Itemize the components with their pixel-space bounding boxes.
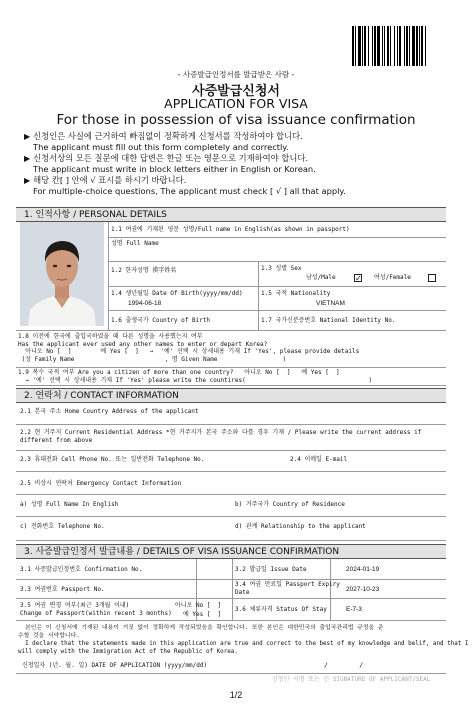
form-title-korean: 사증발급신청서 <box>192 84 280 99</box>
full-name-field[interactable] <box>160 248 440 258</box>
chinese-name-label: 1.2 한자성명 漢字姓名 <box>111 267 177 274</box>
passport-no-label: 3.3 여권번호 Passport No. <box>20 586 105 593</box>
emergency-phone-label: c) 전화번호 Telephone No. <box>20 523 105 530</box>
form-subtitle: - 사증발급인정서를 발급받은 사람 - <box>177 70 295 79</box>
birth-country-label: 1.6 출생국가 Country of Birth <box>111 317 211 324</box>
barcode <box>352 26 444 66</box>
bullet-triangle-icon: ▶ <box>24 132 31 141</box>
email-label: 2.4 이메일 E-mail <box>290 456 348 463</box>
note-1-en: The applicant must fill out this form completely and correctly. <box>33 142 289 152</box>
nationality-value[interactable]: VIETNAM <box>316 300 345 307</box>
note-3: ▶ 해당 칸[ ] 안에 √ 표시를 하시기 바랍니다. <box>24 175 187 185</box>
signature-label: 신청인 서명 또는 인 SIGNATURE OF APPLICANT/SEAL <box>272 676 431 683</box>
application-date-value[interactable]: / / <box>324 661 364 669</box>
note-2: ▶ 신청서상의 모든 질문에 대한 답변은 한글 또는 영문으로 기재하여야 합니다. <box>24 153 308 163</box>
declaration: 본인은 이 신청서에 기재된 내용이 거짓 없이 정확하게 작성되었음을 확인합니다. 또한 본인은 대한민국의 출입국관리법 규정을 준 수할 것을 서약합니다. I declare that the statements made in this application are true and correct to the best of my knowledge and belif, and that I will comply with the Immigration Act of the Republic of Korea. <box>18 625 469 655</box>
page-number: 1/2 <box>229 690 243 700</box>
passport-change-label: 3.5 여권 변경 여부(최근 3개월 이내) Change of Passport(within recent 3 months) <box>20 602 172 617</box>
application-date-label: 신청일자 (년. 월. 일) DATE OF APPLICATION (yyyy/mm/dd) <box>22 662 208 669</box>
note-3-en: For multiple-choice questions, The applicant must check [ √ ] all that apply. <box>33 186 346 196</box>
section-personal-details-header: 1. 인적사항 / PERSONAL DETAILS <box>16 207 446 222</box>
issue-date-value[interactable]: 2024-01-19 <box>346 566 380 573</box>
passport-change-yes[interactable]: 예 Yes [ ] <box>183 611 222 618</box>
passport-change-no[interactable]: 아니오 No [ ] <box>175 602 222 609</box>
emergency-country-label: b) 거주국가 Country of Residence <box>235 501 345 508</box>
status-of-stay-value[interactable]: E-7-3 <box>346 606 362 613</box>
male-label: 남성/Male <box>306 274 336 281</box>
dob-value[interactable]: 1994-06-18 <box>128 300 162 307</box>
passport-expiry-value[interactable]: 2027-10-23 <box>346 586 380 593</box>
home-address-label: 2.1 본국 주소 Home Country Address of the applicant <box>20 408 199 415</box>
female-label: 여성/Female <box>374 274 411 281</box>
applicant-photo <box>20 222 104 326</box>
confirmation-no-label: 3.1 사증발급인정번호 Confirmation No. <box>20 566 143 573</box>
form-title-english-sub: For those in possession of visa issuance confirmation <box>56 112 416 128</box>
passport-expiry-label: 3.4 여권 만료일 Passport Expiry Date <box>235 581 340 596</box>
dual-citizenship-question: 1.9 복수 국적 여부 Are you a citizen of more than one country? 아니오 No [ ] 예 Yes [ ] → '예' 선택 시 상세내용 기재 If 'Yes' please write the countires( ) <box>18 369 373 384</box>
male-checkbox[interactable]: ✓ <box>355 274 362 283</box>
full-name-label: 성명 Full Name <box>111 240 159 247</box>
instructions <box>24 131 454 197</box>
female-checkbox[interactable] <box>428 274 436 282</box>
section-visa-confirmation-header: 3. 사증발급인정서 발급내용 / DETAILS OF VISA ISSUANCE CONFIRMATION <box>16 544 446 559</box>
dob-label: 1.4 생년월일 Date Of Birth(yyyy/mm/dd) <box>111 290 243 297</box>
phone-label: 2.3 휴대전화 Cell Phone No. 또는 일반전화 Telephone No. <box>20 456 205 463</box>
section-contact-header: 2. 연락처 / CONTACT INFORMATION <box>16 388 446 403</box>
bullet-triangle-icon: ▶ <box>24 154 31 163</box>
other-names-question: 1.8 이전에 한국에 출입국하였을 때 다른 성명을 사용했는지 여부 Has the applicant ever used any other names to enter or depart Korea? 아니오 No [ ] 예 Yes [ ] → '예' 선택 시 상세내용 기재 If 'Yes', please provide details (성 Family Name , 명 Given Name ) <box>18 333 360 363</box>
form-title-english: APPLICATION FOR VISA <box>164 96 308 111</box>
bullet-triangle-icon: ▶ <box>24 176 31 185</box>
current-address-label: 2.2 현 거주지 Current Residential Address *현 거주지가 본국 주소와 다를 경우 기재 / Please write the current address if different from above <box>20 429 422 444</box>
sex-label: 1.3 성별 Sex <box>261 265 302 272</box>
emergency-name-label: a) 성명 Full Name In English <box>20 501 119 508</box>
note-1: ▶ 신청인은 사실에 근거하여 빠짐없이 정확하게 신청서를 작성하여야 합니다. <box>24 131 303 141</box>
nationality-label: 1.5 국적 Nationality <box>261 290 331 297</box>
english-name-label: 1.1 여권에 기재된 영문 성명/Full name in English(as shown in passport) <box>111 226 350 233</box>
note-2-en: The applicant must write in block letters either in English or Korean. <box>33 164 316 174</box>
national-id-label: 1.7 국가신분증번호 National Identity No. <box>261 317 396 324</box>
issue-date-label: 3.2 발급일 Issue Date <box>235 566 307 573</box>
emergency-contact-label: 2.5 비상시 연락처 Emergency Contact Information <box>20 480 182 487</box>
emergency-relation-label: d) 관계 Relationship to the applicant <box>235 523 366 530</box>
status-of-stay-label: 3.6 체류자격 Status Of Stay <box>235 606 327 613</box>
